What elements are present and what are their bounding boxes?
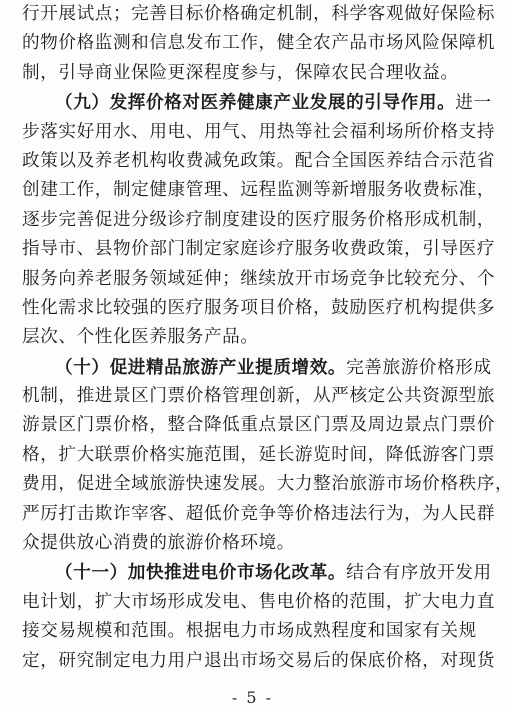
text-line: 制，引导商业保险更深程度参与，保障农民合理收益。 [22, 62, 459, 83]
text-line: 机制，推进景区门票价格管理创新，从严核定公共资源型旅 [22, 386, 496, 407]
text-line: 层次、个性化医养服务产品。 [22, 327, 259, 348]
text-line: 定，研究制定电力用户退出市场交易后的保底价格，对现货 [22, 650, 496, 671]
text-line: 接交易规模和范围。根据电力市场成熟程度和国家有关规 [22, 621, 477, 642]
text-line: 电计划，扩大市场形成发电、售电价格的范围，扩大电力直 [22, 591, 496, 612]
text-line: 服务向养老服务领域延伸；继续放开市场竞争比较充分、个 [22, 268, 496, 289]
text-line: 性化需求比较强的医疗服务项目价格，鼓励医疗机构提供多 [22, 297, 496, 318]
text-fragment: 进一 [455, 93, 492, 114]
text-line: 格，扩大联票价格实施范围，延长游览时间，降低游客门票 [22, 444, 496, 465]
paragraph-10-first-line [22, 353, 492, 382]
paragraph-9-first-line [22, 88, 492, 117]
text-line: 创建工作，制定健康管理、远程监测等新增服务收费标准， [22, 180, 496, 201]
paragraph-11-first-line [22, 558, 492, 587]
document-body [22, 0, 513, 676]
text-line: 游景区门票价格，整合降低重点景区门票及周边景点门票价 [22, 415, 496, 436]
section-heading-10: （十）促进精品旅游产业提质增效。 [55, 356, 347, 378]
text-line: 逐步完善促进分级诊疗制度建设的医疗服务价格形成机制， [22, 209, 496, 230]
section-heading-11: （十一）加快推进电价市场化改革。 [55, 562, 347, 584]
text-line: 的物价格监测和信息发布工作，健全农产品市场风险保障机 [22, 33, 496, 54]
text-fragment: 结合有序放开发用 [346, 563, 492, 584]
section-heading-9: （九）发挥价格对医养健康产业发展的引导作用。 [55, 92, 456, 114]
text-line: 指导市、县物价部门制定家庭诊疗服务收费政策，引导医疗 [22, 239, 496, 260]
page-number: - 5 - [231, 688, 274, 707]
text-line: 政策以及养老机构收费减免政策。配合全国医养结合示范省 [22, 150, 496, 171]
text-line: 众提供放心消费的旅游价格环境。 [22, 533, 295, 554]
text-line: 费用，促进全域旅游快速发展。大力整治旅游市场价格秩序， [22, 474, 513, 495]
text-line: 严厉打击欺诈宰客、超低价竞争等价格违法行为，为人民群 [22, 503, 496, 524]
text-line: 行开展试点；完善目标价格确定机制，科学客观做好保险标 [22, 4, 496, 24]
text-fragment: 完善旅游价格形成 [346, 357, 492, 378]
text-line: 步落实好用水、用电、用气、用热等社会福利场所价格支持 [22, 121, 496, 142]
